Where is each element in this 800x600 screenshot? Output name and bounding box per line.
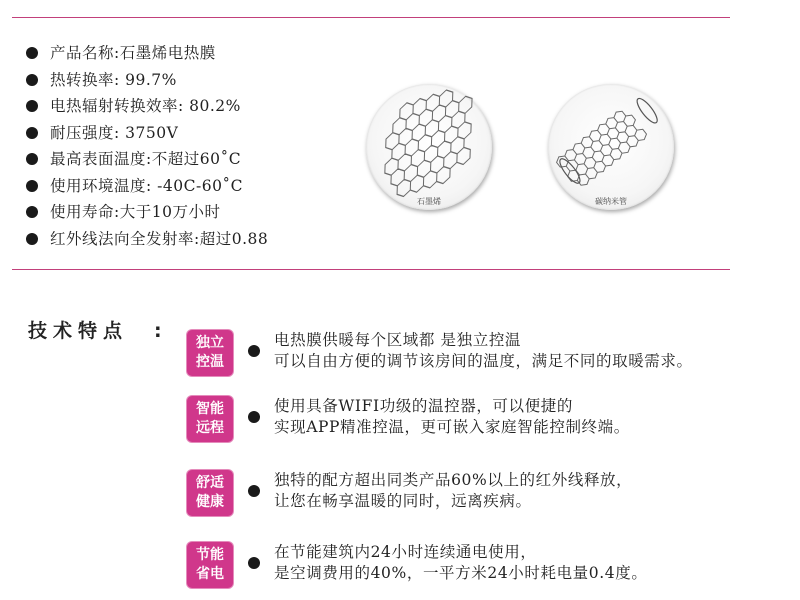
spec-item-conversion-rate: 热转换率: 99.7%	[26, 67, 268, 94]
middle-divider	[12, 269, 730, 270]
spec-item-lifespan: 使用寿命:大于10万小时	[26, 199, 268, 226]
feature-energy-saving	[187, 542, 787, 594]
carbon-nanotube-icon	[548, 84, 674, 210]
spec-item-name: 产品名称:石墨烯电热膜	[26, 40, 268, 67]
section-heading: 技术特点	[28, 320, 129, 342]
feature-line: 可以自由方便的调节该房间的温度，满足不同的取暖需求。	[274, 352, 693, 370]
bullet-icon	[248, 345, 260, 357]
graphene-illustration	[366, 84, 492, 210]
section-heading-colon: :	[154, 320, 162, 342]
feature-badge	[187, 470, 233, 516]
feature-text	[274, 330, 693, 372]
spec-item-radiation-efficiency: 电热辐射转换效率: 80.2%	[26, 93, 268, 120]
feature-text	[274, 396, 630, 438]
feature-badge	[187, 330, 233, 376]
bullet-icon	[248, 485, 260, 497]
feature-text	[274, 542, 647, 584]
badge-line: 舒适	[196, 475, 224, 491]
feature-line: 独特的配方超出同类产品60%以上的红外线释放，	[274, 471, 633, 489]
feature-line: 使用具备WIFI功级的温控器，可以便捷的	[274, 397, 573, 415]
feature-independent-control	[187, 330, 787, 382]
nanotube-caption: 碳纳米管	[595, 197, 627, 206]
bullet-icon	[248, 411, 260, 423]
feature-text	[274, 470, 632, 512]
spec-item-env-temp: 使用环境温度: -40C-60˚C	[26, 173, 268, 200]
graphene-caption: 石墨烯	[417, 197, 441, 206]
badge-line: 远程	[196, 420, 224, 436]
feature-badge	[187, 396, 233, 442]
spec-list	[26, 40, 268, 252]
feature-line: 让您在畅享温暖的同时，远离疾病。	[274, 492, 532, 510]
feature-smart-remote	[187, 396, 787, 448]
feature-comfort-health	[187, 470, 787, 522]
graphene-lattice-icon	[366, 84, 492, 210]
feature-line: 是空调费用的40%，一平方米24小时耗电量0.4度。	[274, 564, 648, 582]
feature-line: 电热膜供暖每个区域都 是独立控温	[274, 331, 522, 349]
feature-line: 在节能建筑内24小时连续通电使用，	[274, 543, 537, 561]
nanotube-illustration	[548, 84, 674, 210]
badge-line: 控温	[196, 354, 224, 370]
spec-item-voltage: 耐压强度: 3750V	[26, 120, 268, 147]
badge-line: 独立	[196, 335, 224, 351]
feature-line: 实现APP精准控温，更可嵌入家庭智能控制终端。	[274, 418, 630, 436]
badge-line: 健康	[196, 494, 224, 510]
badge-line: 节能	[196, 547, 224, 563]
badge-line: 智能	[196, 401, 224, 417]
bullet-icon	[248, 557, 260, 569]
badge-line: 省电	[196, 566, 224, 582]
top-divider	[12, 17, 730, 18]
spec-item-max-temp: 最高表面温度:不超过60˚C	[26, 146, 268, 173]
feature-badge	[187, 542, 233, 588]
spec-item-emissivity: 红外线法向全发射率:超过0.88	[26, 226, 268, 253]
